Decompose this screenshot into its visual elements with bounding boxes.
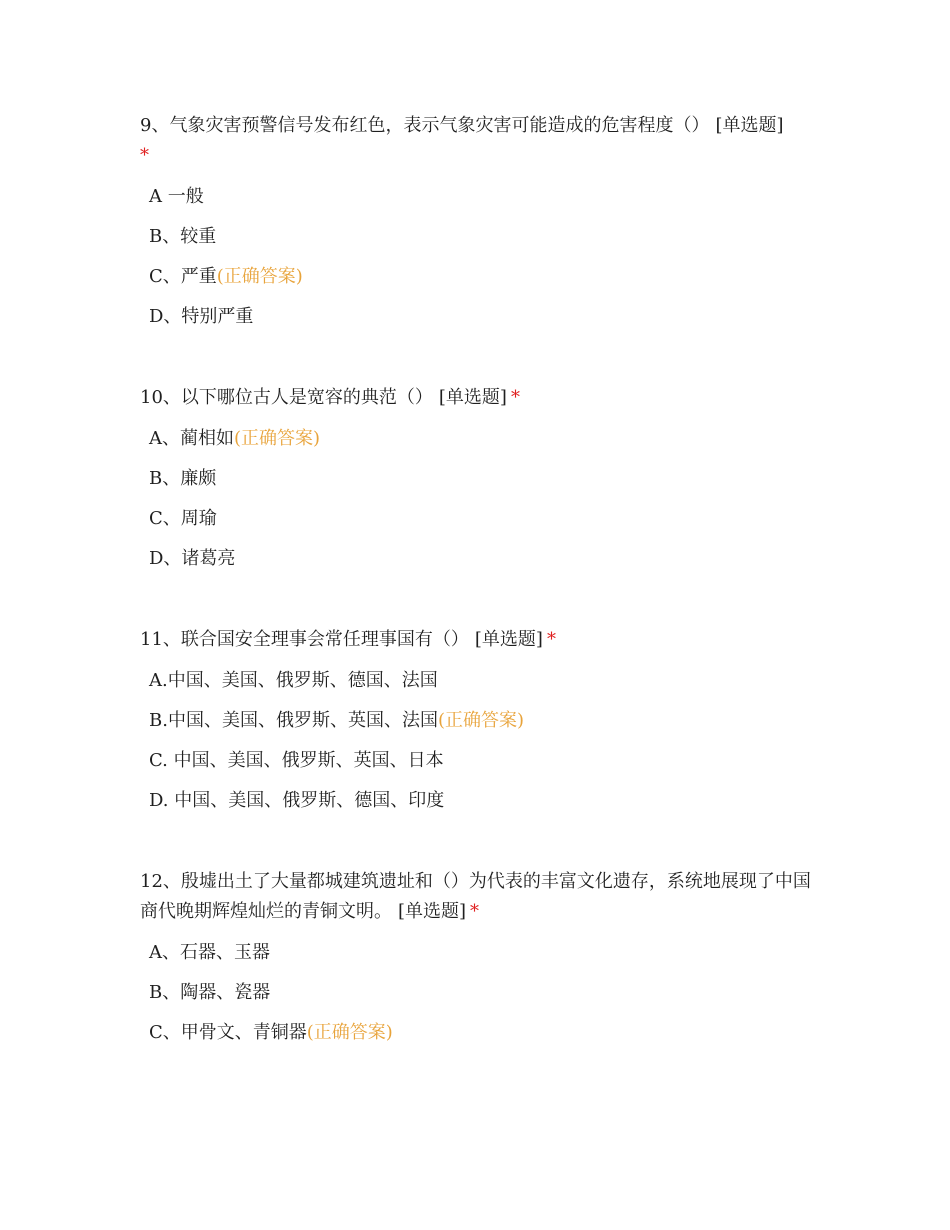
correct-answer-tag: (正确答案) <box>234 428 321 449</box>
option-c[interactable] <box>149 1021 820 1061</box>
option-a[interactable] <box>149 669 820 709</box>
question-title <box>140 383 820 413</box>
option-d[interactable] <box>149 547 820 587</box>
option-c[interactable] <box>149 507 820 547</box>
option-text: B、陶器、瓷器 <box>149 982 271 1003</box>
option-text: A 一般 <box>149 186 204 207</box>
question-11 <box>140 625 820 829</box>
option-a[interactable] <box>149 941 820 981</box>
option-c[interactable] <box>149 749 820 789</box>
required-mark: * <box>470 901 480 922</box>
option-b[interactable] <box>149 467 820 507</box>
question-text: 12、殷墟出土了大量都城建筑遗址和（）为代表的丰富文化遗存，系统地展现了中国商代晚期辉煌灿烂的青铜文明。 <box>140 871 811 922</box>
option-b[interactable] <box>149 225 820 265</box>
option-list <box>140 941 820 1061</box>
question-type: [单选题] <box>398 901 467 922</box>
question-type: [单选题] <box>438 387 507 408</box>
option-text: D. 中国、美国、俄罗斯、德国、印度 <box>149 790 445 811</box>
option-a[interactable] <box>149 185 820 225</box>
option-d[interactable] <box>149 305 820 345</box>
option-text: A、蔺相如 <box>149 428 234 449</box>
option-text: C. 中国、美国、俄罗斯、英国、日本 <box>149 750 444 771</box>
option-list <box>140 669 820 829</box>
option-text: C、严重 <box>149 266 217 287</box>
option-text: B.中国、美国、俄罗斯、英国、法国 <box>149 710 438 731</box>
option-d[interactable] <box>149 789 820 829</box>
required-mark: * <box>140 145 149 166</box>
question-10 <box>140 383 820 587</box>
required-mark: * <box>510 387 520 408</box>
question-title <box>140 867 820 927</box>
correct-answer-tag: (正确答案) <box>216 266 303 287</box>
question-title <box>140 111 820 171</box>
option-text: D、特别严重 <box>149 306 254 327</box>
question-type: [单选题] <box>474 629 543 650</box>
option-b[interactable] <box>149 709 820 749</box>
question-text: 10、以下哪位古人是宽容的典范（） <box>140 387 433 408</box>
option-text: D、诸葛亮 <box>149 548 236 569</box>
question-type: [单选题] <box>715 115 784 136</box>
option-text: A、石器、玉器 <box>149 942 270 963</box>
correct-answer-tag: (正确答案) <box>437 710 524 731</box>
option-a[interactable] <box>149 427 820 467</box>
option-text: A.中国、美国、俄罗斯、德国、法国 <box>149 670 438 691</box>
question-text: 11、联合国安全理事会常任理事国有（） <box>140 629 469 650</box>
question-9 <box>140 111 820 345</box>
option-c[interactable] <box>149 265 820 305</box>
option-b[interactable] <box>149 981 820 1021</box>
option-text: B、较重 <box>149 226 217 247</box>
question-12 <box>140 867 820 1061</box>
option-list <box>140 185 820 345</box>
required-mark: * <box>546 629 556 650</box>
option-text: C、周瑜 <box>149 508 217 529</box>
question-text: 9、气象灾害预警信号发布红色，表示气象灾害可能造成的危害程度（） <box>140 115 710 136</box>
option-text: C、甲骨文、青铜器 <box>149 1022 307 1043</box>
correct-answer-tag: (正确答案) <box>306 1022 393 1043</box>
option-list <box>140 427 820 587</box>
option-text: B、廉颇 <box>149 468 217 489</box>
question-title <box>140 625 820 655</box>
